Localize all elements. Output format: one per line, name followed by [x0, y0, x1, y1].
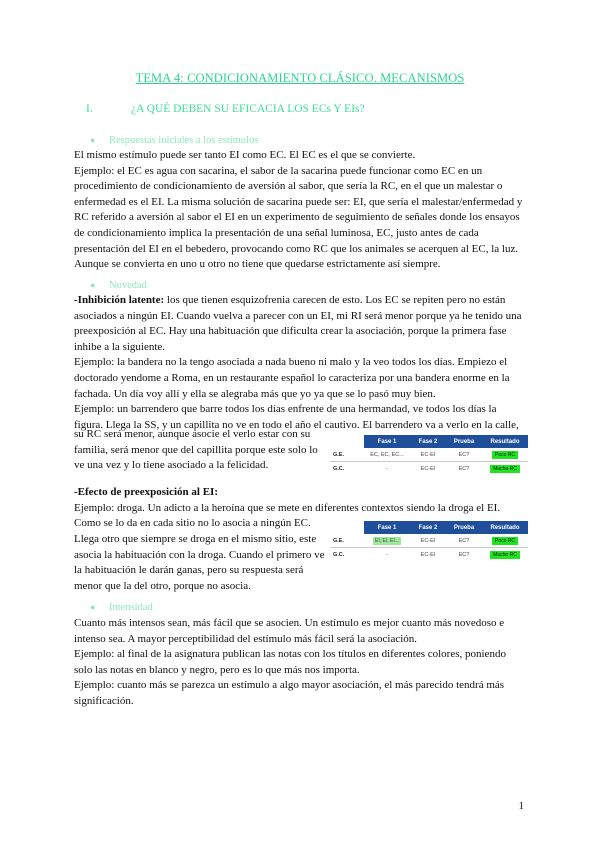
section-heading-text: ¿A QUÉ DEBEN SU EFICACIA LOS ECs Y EIs? — [131, 103, 365, 115]
paragraph-intensidad — [74, 616, 526, 710]
table-cell: EC-EI — [410, 534, 446, 548]
table-cell — [482, 534, 528, 548]
text-line: procedimiento de condicionamiento de aversión al sabor, que sería la RC, en el que un malestar o — [74, 180, 503, 193]
subheading-novedad — [90, 280, 147, 291]
paragraph-inhibicion-latente — [74, 293, 526, 433]
text-line: fachada. Un día voy allí y ella se alegraba más que yo ya que se lo pasó muy bien. — [74, 387, 436, 400]
result-badge: Poco RC — [492, 451, 518, 459]
section-heading — [86, 103, 365, 115]
text-line: doctorado yendome a Roma, en un restaurante español lo caracteriza por una bandera enorme en la — [74, 371, 510, 384]
table-cell: - — [386, 551, 388, 558]
text-line: El mismo estímulo puede ser tanto EI como EC. El EC es el que se convierte. — [74, 149, 416, 161]
text-line: figura. Llega la SS, y un capillita no ve en todo el año el cautivo. El barrendero va a verlo en la calle, — [74, 418, 519, 431]
text-line: menor que la del otro, porque no asocia. — [74, 579, 251, 592]
table-header: Prueba — [446, 521, 482, 534]
table-cell — [364, 534, 410, 548]
text-line: asocia la habituación con la droga. Cuando el primero ve — [74, 548, 325, 561]
text-line: asociados a ningún EI. Cuando vuelva a parecer con un EI, mi RI será menor porque ya he tenido una — [74, 309, 522, 322]
table-header: Fase 2 — [410, 521, 446, 534]
text-line: preexposición al EC. Hay una habituación que dificulta crear la asociación, porque la primera fase — [74, 325, 507, 338]
paragraph-preexposicion-wrap — [74, 532, 326, 594]
paragraph-respuestas — [74, 148, 526, 273]
result-badge: Mucho RC — [490, 551, 520, 559]
bullet-icon: ● — [90, 602, 96, 612]
text-line: inhibe a la siguiente. — [74, 340, 166, 353]
preexposure-label: -Efecto de preexposición al EI: — [74, 486, 219, 498]
cell-text: EC, EC, EC... — [370, 451, 404, 458]
text-line: solo las notas en blanco y negro, pero es lo que más nos importa. — [74, 663, 360, 676]
text-line: Ejemplo: la bandera no la tengo asociada a nada bueno ni malo y la veo todos los días. Empiezo el — [74, 356, 508, 369]
experiment-table-preexposure — [330, 521, 528, 561]
text-line: Cuanto más intensos sean, más fácil que se asocien. Un estímulo es mejor cuanto más novedoso e — [74, 617, 505, 629]
subheading-text: Novedad — [109, 280, 147, 291]
text-line: presentación del EI en el bebedero, provocando como RC que los animales se acerquen al EC, la luz. — [74, 242, 519, 255]
table-header: Resultado — [482, 435, 528, 448]
result-badge: Poco RC — [492, 537, 518, 545]
text-line: familia, será menor que del capillita porque este solo lo — [74, 443, 318, 456]
subheading-text: Respuestas iniciales a los estímulos — [109, 135, 259, 146]
text-line: intenso sea. A mayor perceptibilidad del estímulo más fácil será la asociación. — [74, 632, 418, 645]
table-cell: EC? — [458, 551, 470, 558]
text-line: Ejemplo: cuanto más se parezca un estímulo a algo mayor asociación, el más parecido tendrá más — [74, 679, 505, 692]
table-cell — [482, 548, 528, 562]
table-corner — [330, 435, 364, 448]
text-line: Llega otro que siempre se droga en el mismo sitio, este — [74, 533, 317, 545]
text-line: Ejemplo: un barrendero que barre todos los días enfrente de una hermandad, ve todos los días la — [74, 403, 497, 416]
table-cell: EC-EI — [420, 551, 436, 558]
row-label: G.C. — [333, 465, 345, 472]
section-number: I. — [86, 103, 93, 115]
table-cell: EC-EI — [420, 465, 436, 472]
table-cell — [482, 462, 528, 476]
table-cell: EC? — [446, 448, 482, 462]
bullet-icon: ● — [90, 280, 96, 290]
text-line: de condicionamiento implica la presentación de una señal luminosa, EC, justo antes de cada — [74, 226, 479, 239]
subheading-intensidad — [90, 602, 153, 613]
text-line: Aunque se convierta en uno u otro no tiene que quedarse estrictamente así siempre. — [74, 258, 441, 271]
subheading-text: Intensidad — [109, 602, 153, 613]
latent-label: -Inhibición latente: — [74, 294, 165, 306]
text-line: Ejemplo: el EC es agua con sacarina, el sabor de la sacarina puede funcionar como EC en un — [74, 164, 483, 177]
bullet-icon: ● — [90, 135, 96, 145]
table-cell: EC? — [458, 465, 470, 472]
table-cell: - — [386, 465, 388, 472]
text-line: Como se lo da en cada sitio no lo asocia a ningún EC. — [74, 517, 311, 530]
table-corner — [330, 521, 364, 534]
text-line: significación. — [74, 694, 134, 707]
text-line — [74, 293, 526, 309]
text-line: RC referido a aversión al sabor el EI en un experimento de seguimiento de señales donde los ensayos — [74, 211, 520, 224]
text-line: enfermedad es el EI. La misma solución de sacarina puede ser: EI, que sería el malestar/enfermedad y — [74, 195, 523, 208]
row-label: G.E. — [330, 448, 364, 462]
paragraph-latent-wrap — [74, 427, 326, 474]
text-line: su RC será menor, aunque asocie el verlo estar con su — [74, 428, 311, 440]
text-line: Ejemplo: droga. Un adicto a la heroína que se mete en diferentes contextos siendo la droga el EI. — [74, 501, 501, 514]
text-line: la habituación le darán ganas, pero su respuesta será — [74, 564, 304, 577]
table-header: Fase 1 — [364, 435, 410, 448]
table-cell: EC-EI — [410, 448, 446, 462]
row-label: G.E. — [330, 534, 364, 548]
table-header: Resultado — [482, 521, 528, 534]
table-cell — [482, 448, 528, 462]
subheading-respuestas — [90, 135, 258, 146]
table-header: Fase 1 — [364, 521, 410, 534]
table-cell — [364, 448, 410, 462]
table-header: Prueba — [446, 435, 482, 448]
row-label: G.C. — [333, 551, 345, 558]
cell-highlight: EI, EI, EI... — [375, 537, 399, 544]
page-number: 1 — [518, 800, 524, 812]
text-line: ve una vez y lo tiene asociado a la felicidad. — [74, 459, 269, 472]
text-line: Ejemplo: al final de la asignatura publican las notas con los títulos en diferentes colores, poniendo — [74, 648, 506, 661]
table-cell: EC? — [446, 534, 482, 548]
document-title: TEMA 4: CONDICIONAMIENTO CLÁSICO. MECANISMOS — [135, 71, 465, 85]
table-header: Fase 2 — [410, 435, 446, 448]
result-badge: Mucha RC — [490, 465, 520, 473]
latent-first: los que tienen esquizofrenia carecen de esto. Los EC se repiten pero no están — [164, 294, 506, 306]
experiment-table-latent — [330, 435, 528, 475]
